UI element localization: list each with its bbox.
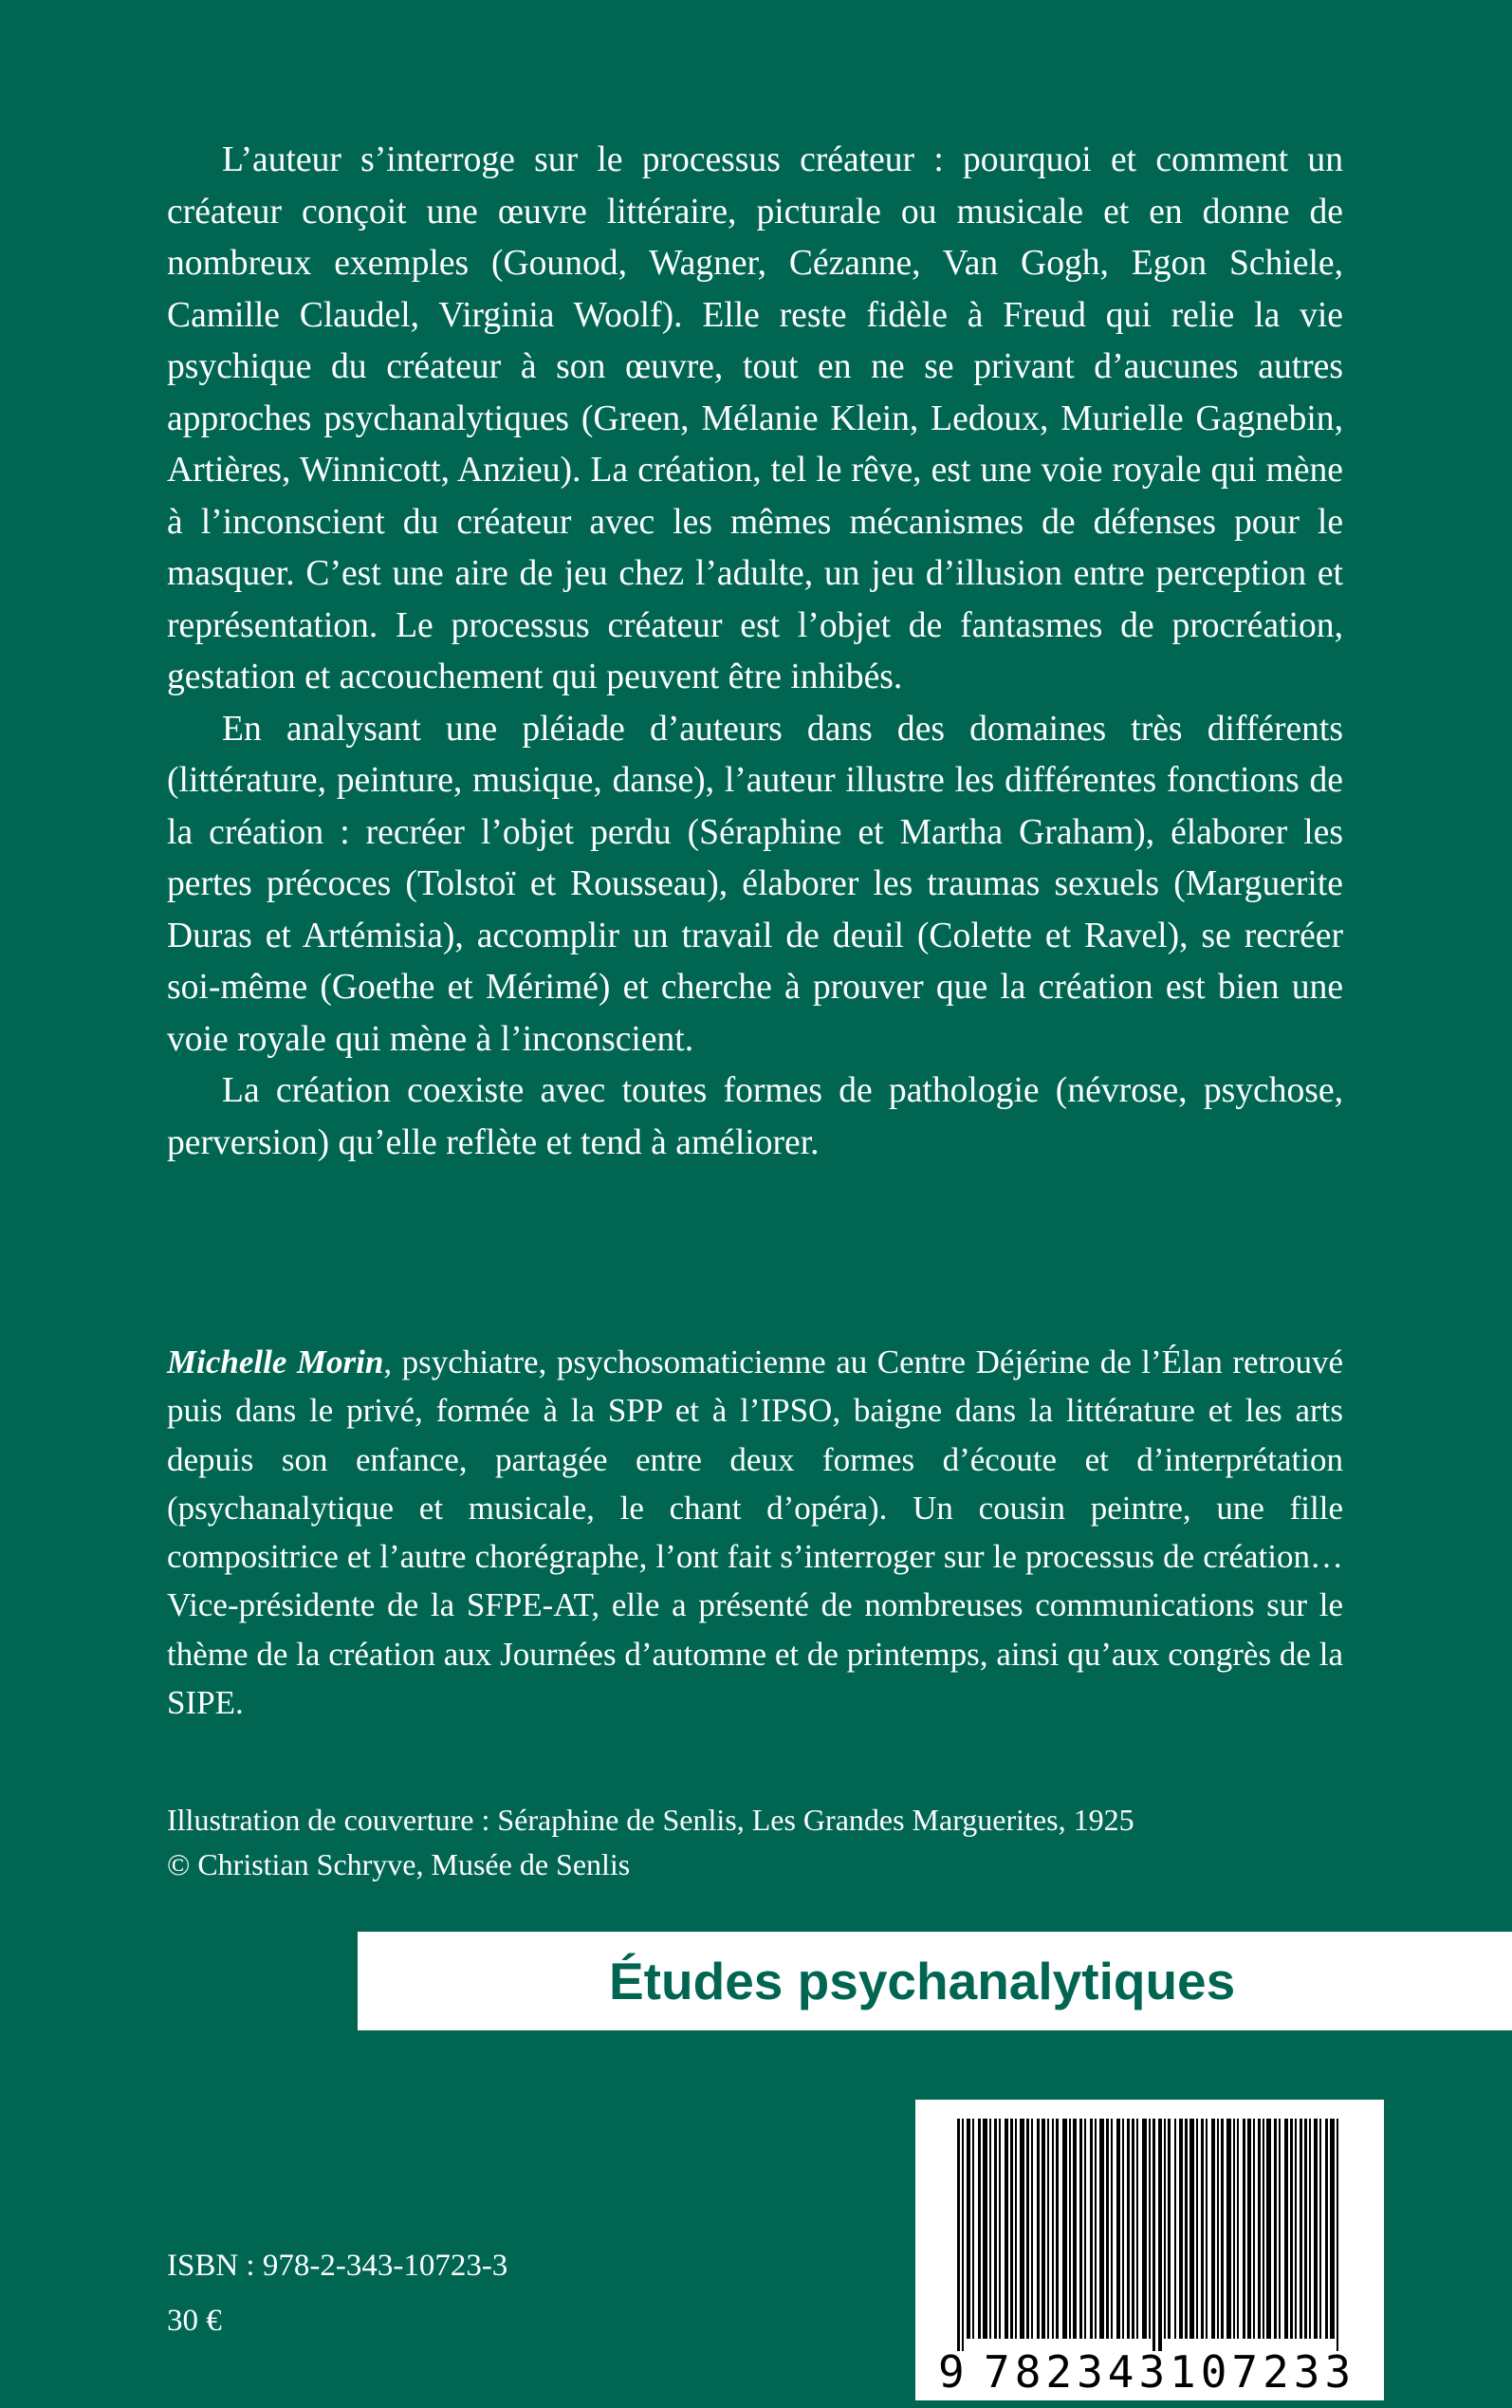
author-bio bbox=[167, 1338, 1343, 1727]
blurb-text bbox=[167, 135, 1343, 1169]
barcode-right-group: 107233 bbox=[1170, 2346, 1356, 2398]
blurb-paragraph: En analysant une pléiade d’auteurs dans des domaines très différents (littérature, peinture, musique, danse), l’auteur illustre les différentes fonctions de la création : recréer l’objet perdu (Séraphine et Martha Graham), élaborer les pertes précoces (Tolstoï et Rousseau), élaborer les traumas sexuels (Marguerite Duras et Artémisia), accomplir un travail de deuil (Colette et Ravel), se recréer soi-même (Goethe et Mérimé) et cherche à prouver que la création est bien une voie royale qui mène à l’inconscient. bbox=[167, 709, 1343, 1059]
barcode-digits bbox=[915, 2100, 1384, 2400]
copyright-line: © Christian Schryve, Musée de Senlis bbox=[167, 1847, 631, 1881]
barcode bbox=[915, 2100, 1384, 2400]
blurb-paragraph: La création coexiste avec toutes formes de pathologie (névrose, psychose, perversion) qu’elle reflète et tend à améliorer. bbox=[167, 1071, 1343, 1162]
cover-credit bbox=[167, 1798, 1134, 1887]
author-name: Michelle Morin bbox=[167, 1343, 384, 1380]
blurb-paragraph: L’auteur s’interroge sur le processus créateur : pourquoi et comment un créateur conçoit une œuvre littéraire, picturale ou musicale et en donne de nombreux exemples (Gounod, Wagner, Cézanne, Van Gogh, Egon Schiele, Camille Claudel, Virginia Woolf). Elle reste fidèle à Freud qui relie la vie psychique du créateur à son œuvre, tout en ne se privant d’aucunes autres approches psychanalytiques (Green, Mélanie Klein, Ledoux, Murielle Gagnebin, Artières, Winnicott, Anzieu). La création, tel le rêve, est une voie royale qui mène à l’inconscient du créateur avec les mêmes mécanismes de défenses pour le masquer. C’est une aire de jeu chez l’adulte, un jeu d’illusion entre perception et représentation. Le processus créateur est l’objet de fantasmes de procréation, gestation et accouchement qui peuvent être inhibés. bbox=[167, 140, 1343, 696]
isbn: ISBN : 978-2-343-10723-3 bbox=[167, 2249, 508, 2283]
author-bio-text: , psychiatre, psychosomaticienne au Centre Déjérine de l’Élan retrouvé puis dans le privé, formée à la SPP et à l’IPSO, baigne dans la littérature et les arts depuis son enfance, partagée entre deux formes d’écoute et d’interprétation (psychanalytique et musicale, le chant d’opéra). Un cousin peintre, une fille compositrice et l’autre chorégraphe, l’ont fait s’interroger sur le processus de création… Vice-présidente de la SFPE-AT, elle a présenté de nombreuses communications sur le thème de la création aux Journées d’automne et de printemps, ainsi qu’aux congrès de la SIPE. bbox=[167, 1343, 1343, 1722]
price: 30 € bbox=[167, 2304, 222, 2338]
series-label: Études psychanalytiques bbox=[609, 1952, 1236, 2010]
barcode-left-group: 782343 bbox=[984, 2346, 1171, 2398]
cover-credit-line: Illustration de couverture : Séraphine de Senlis, Les Grandes Marguerites, 1925 bbox=[167, 1803, 1134, 1837]
series-band bbox=[358, 1932, 1512, 2030]
barcode-first-digit: 9 bbox=[938, 2346, 965, 2398]
